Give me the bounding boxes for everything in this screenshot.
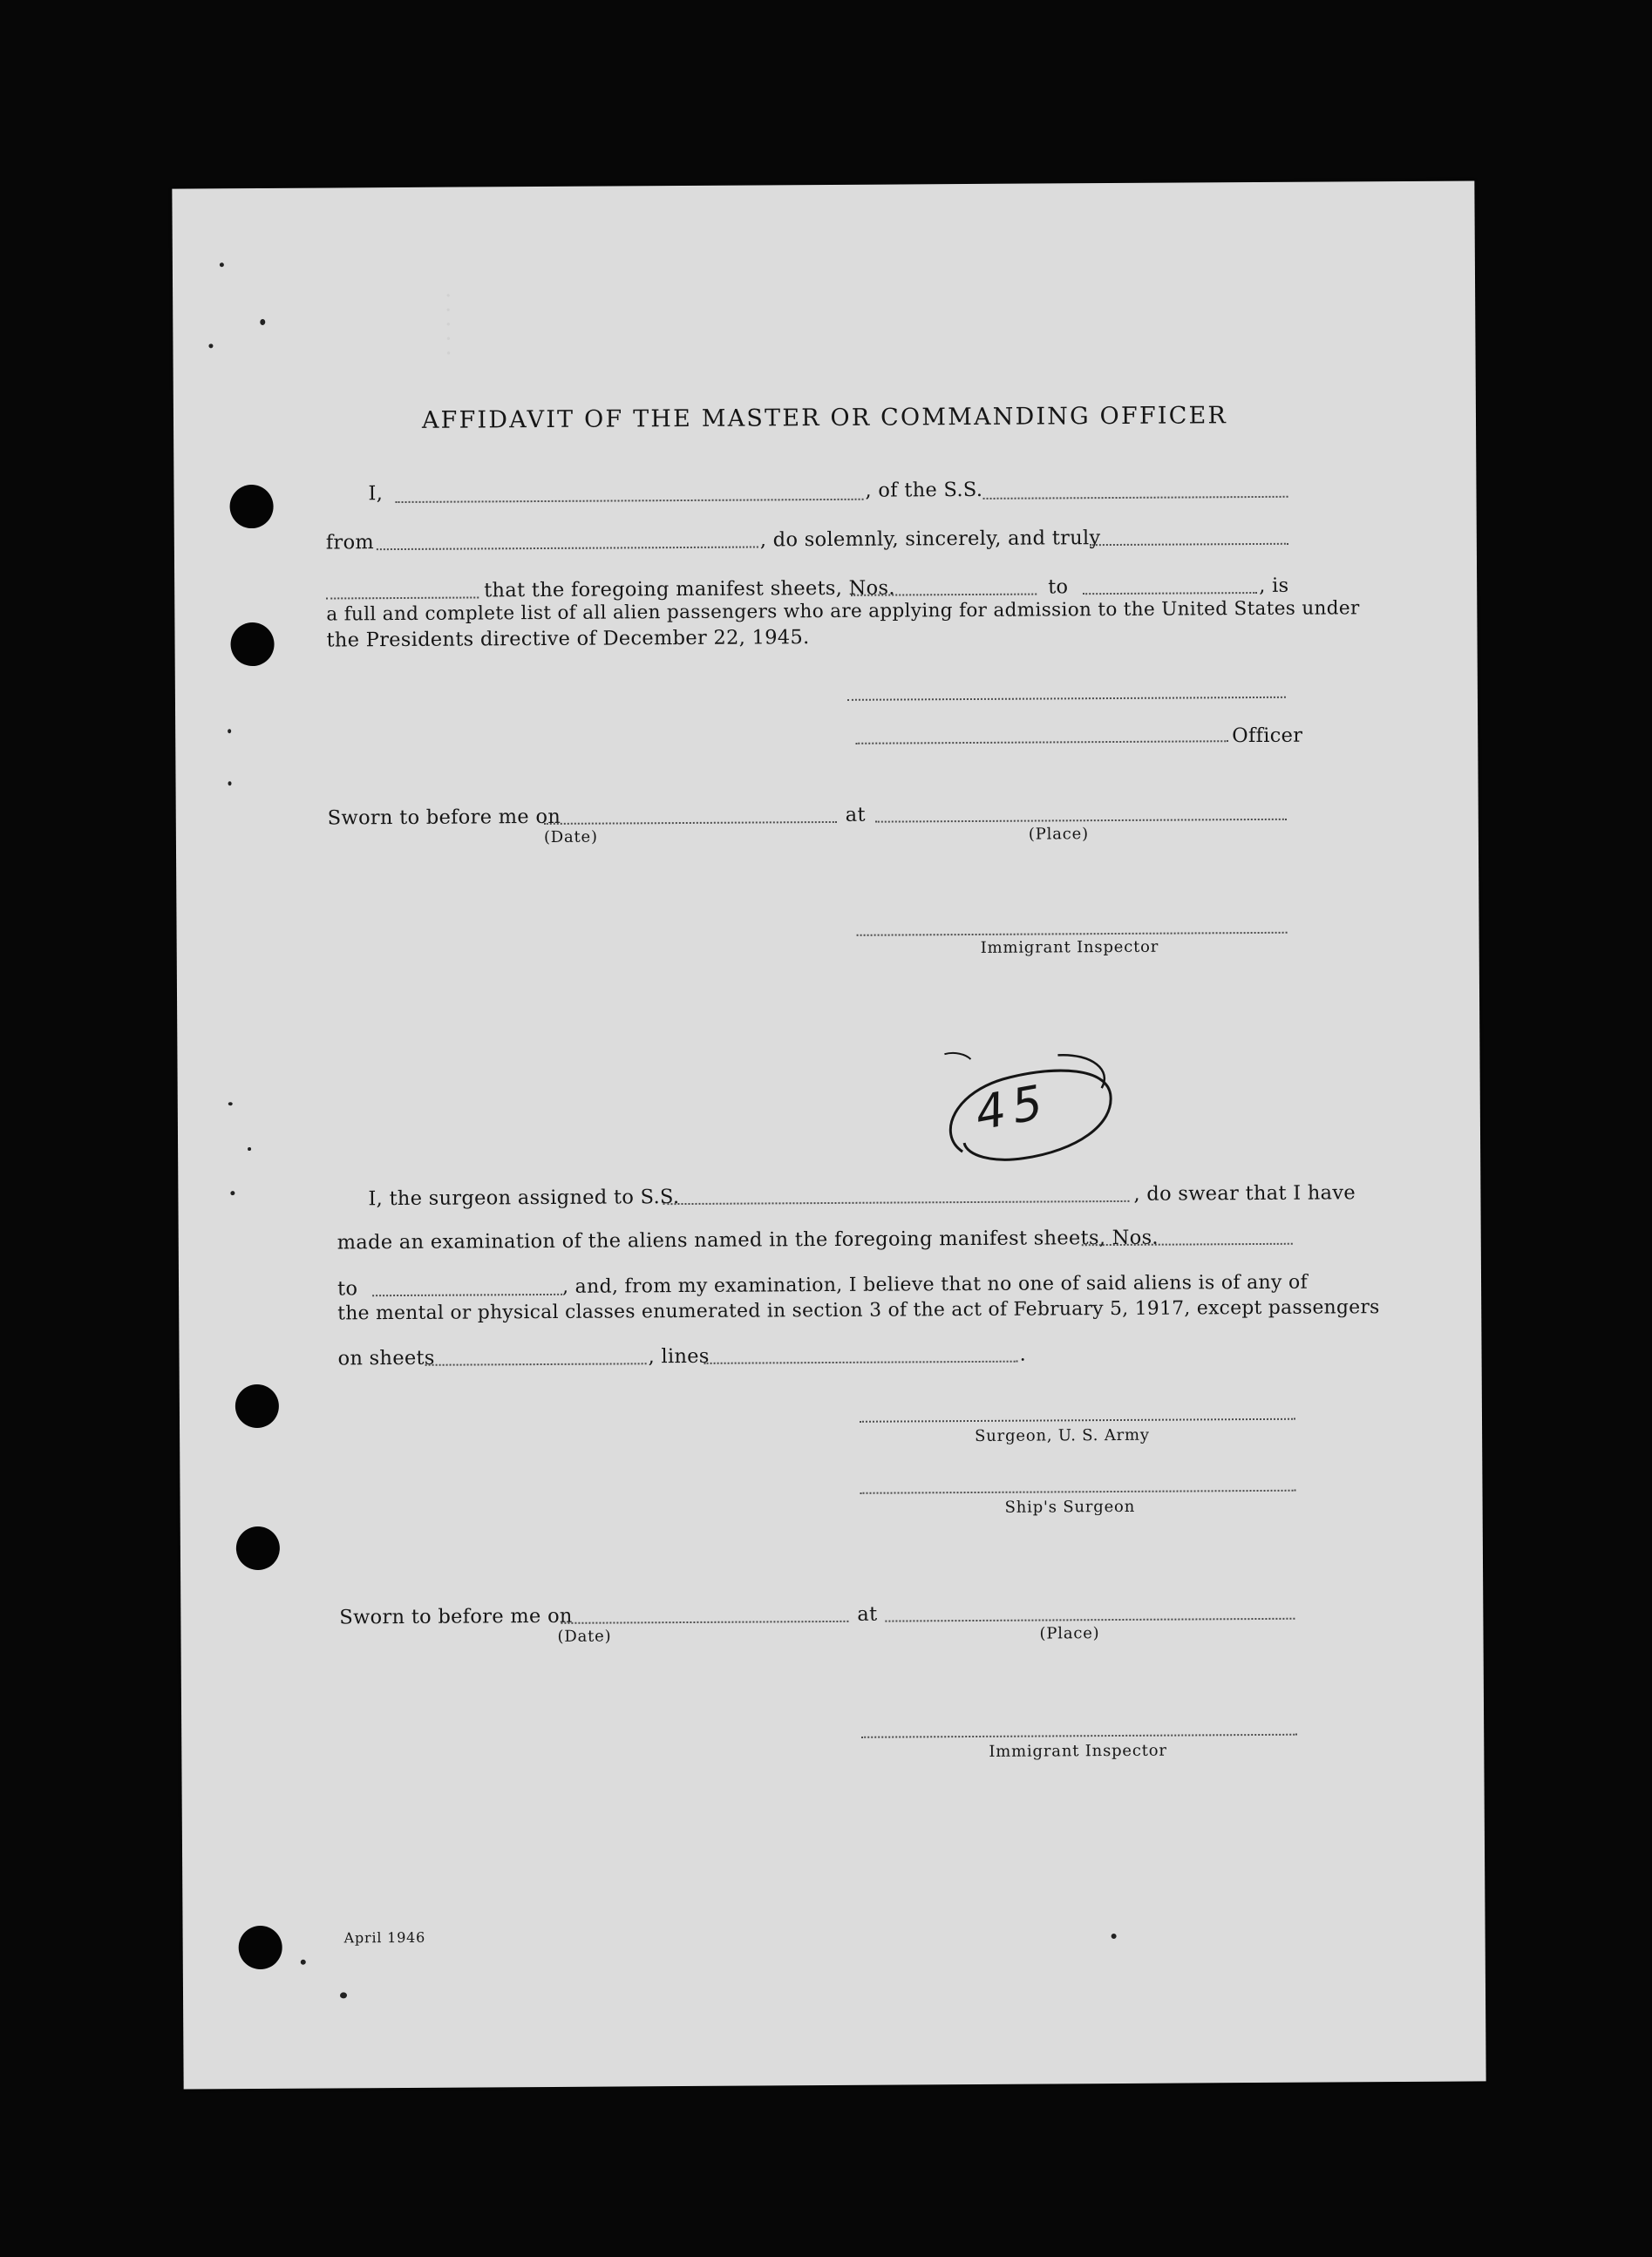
surgeon-line: made an examination of the aliens named in the foregoing manifest sheets, Nos.	[337, 1226, 1159, 1254]
inspector-signature-field[interactable]	[857, 932, 1288, 936]
ships-surgeon-signature-field[interactable]	[860, 1490, 1296, 1494]
affidavit-solemnly-text: , do solemnly, sincerely, and truly	[759, 527, 1101, 552]
dust-speck	[208, 343, 213, 348]
surgeon-inspector-caption: Immigrant Inspector	[989, 1741, 1167, 1761]
surgeon-inspector-signature-field[interactable]	[861, 1734, 1297, 1738]
sworn-at-label: at	[845, 803, 866, 826]
dust-speck	[301, 1960, 306, 1965]
punch-hole	[229, 485, 273, 528]
sheet-from-field[interactable]	[851, 594, 1037, 596]
affidavit-manifest-text: that the foregoing manifest sheets, Nos.	[484, 576, 895, 602]
dust-speck	[340, 1992, 347, 1998]
exception-lines-field[interactable]	[704, 1361, 1018, 1364]
surgeon-line: the mental or physical classes enumerated in section 3 of the act of February 5, 1917, except passengers	[337, 1296, 1380, 1325]
form-page	[172, 180, 1485, 2089]
surgeon-line: , and, from my examination, I believe that no one of said aliens is of any of	[561, 1271, 1309, 1298]
surgeon-swear-text: , do swear that I have	[1133, 1181, 1356, 1206]
dust-speck	[230, 1191, 235, 1195]
surgeon-sworn-date-field[interactable]	[561, 1621, 848, 1624]
affidavit-from-label: from	[325, 531, 375, 554]
surgeon-sworn-place-field[interactable]	[885, 1618, 1295, 1622]
surgeon-date-caption: (Date)	[557, 1627, 612, 1646]
dust-speck	[260, 319, 265, 325]
ships-surgeon-caption: Ship's Surgeon	[1004, 1497, 1136, 1517]
dust-speck	[228, 781, 232, 785]
port-from-field[interactable]	[377, 546, 758, 550]
date-caption: (Date)	[543, 827, 598, 846]
exception-sheets-field[interactable]	[425, 1363, 647, 1366]
surgeon-sheet-to-field[interactable]	[372, 1294, 562, 1296]
affidavit-body-line: the Presidents directive of December 22, 1945.	[326, 626, 810, 652]
affidavit-of-ss-label: , of the S.S.	[865, 478, 983, 502]
surgeon-to-label: to	[337, 1277, 358, 1301]
affidavit-is-text: , is	[1259, 574, 1289, 597]
sworn-label: Sworn to before me on	[327, 805, 561, 830]
surgeon-lines-label: , lines	[648, 1344, 710, 1369]
punch-hole	[230, 622, 274, 666]
officer-label: Officer	[1232, 724, 1303, 748]
affidavit-title: AFFIDAVIT OF THE MASTER OR COMMANDING OFFICER	[421, 402, 1228, 434]
page-number: 45	[970, 1073, 1054, 1141]
inspector-caption: Immigrant Inspector	[980, 937, 1159, 957]
surgeon-sworn-at-label: at	[857, 1602, 878, 1626]
surgeon-place-caption: (Place)	[1039, 1624, 1100, 1643]
dust-speck	[1112, 1934, 1117, 1939]
form-date: April 1946	[343, 1928, 426, 1947]
sheet-to-field[interactable]	[1083, 592, 1257, 595]
place-caption: (Place)	[1028, 825, 1089, 844]
surgeon-sheet-from-field[interactable]	[1082, 1243, 1293, 1246]
punch-hole	[236, 1526, 280, 1570]
surgeon-line: I, the surgeon assigned to S.S.	[368, 1186, 680, 1211]
sworn-place-field[interactable]	[875, 819, 1287, 823]
dust-speck	[228, 729, 231, 733]
master-signature-field[interactable]	[847, 697, 1286, 701]
surgeon-line-end: .	[1019, 1343, 1027, 1366]
affidavit-i-label: I,	[368, 482, 384, 506]
ship-name-field[interactable]	[983, 496, 1288, 500]
surgeon-sheets-label: on sheets	[337, 1346, 435, 1370]
surgeon-ship-field[interactable]	[663, 1200, 1129, 1205]
oath-word-field[interactable]	[1090, 543, 1288, 546]
surgeon-sworn-label: Sworn to before me on	[339, 1604, 573, 1629]
bleed-through-text: · · · · ·	[434, 291, 461, 357]
punch-hole	[239, 1926, 282, 1969]
officer-signature-field[interactable]	[855, 740, 1228, 744]
army-surgeon-caption: Surgeon, U. S. Army	[975, 1425, 1150, 1445]
affidavit-body-line: a full and complete list of all alien passengers who are applying for admission to the United States under	[326, 597, 1360, 626]
dust-speck	[220, 262, 224, 267]
dust-speck	[228, 1102, 233, 1105]
affidavit-to-label: to	[1048, 575, 1069, 599]
sworn-date-field[interactable]	[544, 821, 837, 825]
master-name-field[interactable]	[396, 499, 864, 503]
oath-word-field-2[interactable]	[326, 596, 479, 599]
dust-speck	[248, 1147, 251, 1151]
punch-hole	[235, 1384, 279, 1428]
army-surgeon-signature-field[interactable]	[860, 1418, 1295, 1423]
